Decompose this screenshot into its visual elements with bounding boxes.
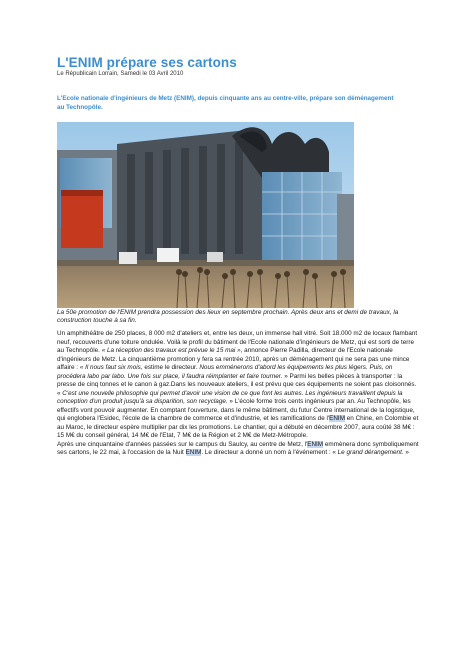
article-source: Le Républicain Lorrain, Samedi le 03 Avril 2010 [57, 71, 184, 77]
highlight-enim: ENIM [185, 449, 202, 456]
photo-caption: La 50e promotion de l'ENIM prendra possession des lieux en septembre prochain. Après deux ans et demi de travaux, la construction touche à sa fin. [57, 309, 399, 325]
body-paragraph: Un amphithéâtre de 250 places, 8 000 m2 d'ateliers et, entre les deux, un immense hall vitré. Soit 18.000 m2 de locaux flambant neuf, recouverts d'une toiture ondulée. Voilà le profil du bâtiment de l'Ecole nationale d'ingénieurs de Metz, qui est sorti de terre au Technopôle. « La réception des travaux est prévue le 15 mai », annonce Pierre Padilla, directeur de l'Ecole nationale d'ingénieurs de Metz. La cinquantième promotion y fera sa rentrée 2010, après un déménagement qui ne sera pas une mince affaire : « Il nous faut six mois, estime le directeur. Nous emménerons d'abord les équipements les plus légers. Puis, on procédera labo par labo. Une fois sur place, il faudra réimplanter et faire tourner. » Parmi les belles pièces à transporter : la presse de cinq tonnes et le canon à gaz.Dans les nouveaux ateliers, il est prévu que ces équipements ne soient pas cloisonnés. « C'est une nouvelle philosophie qui permet d'avoir une vision de ce que font les autres. Les ingénieurs travaillent depuis la conception d'un produit jusqu'à sa disparition, son recyclage. » L'école forme trois cents ingénieurs par an. Au Technopôle, les effectifs vont pouvoir augmenter. En comptant l'ouverture, dans le même bâtiment, du futur Centre international de la logistique, qui englobera l'Esidec, l'école de la chambre de commerce et d'industrie, et les ramifications de l'ENIM en Chine, en Colombie et au Maroc, le directeur espère multiplier par dix les promotions. Le chantier, qui a débuté en décembre 2007, aura coûté 38 M€ : 15 M€ du conseil général, 14 M€ de l'Etat, 7 M€ de la Région et 2 M€ de Metz-Métropole. [57, 330, 419, 439]
highlight-enim: ENIM [307, 440, 324, 448]
article-body [57, 330, 419, 458]
article-lede: L'Ecole nationale d'ingénieurs de Metz (ENIM), depuis cinquante ans au centre-ville, prépare son déménagement au Technopôle. [57, 95, 394, 111]
building-photo [57, 122, 354, 308]
body-paragraph: Après une cinquantaine d'années passées sur le campus du Saulcy, au centre de Metz, l'ENIM emmènera donc symboliquement ses cartons, le 22 mai, à l'occasion de la Nuit ENIM. Le directeur a donné un nom à l'événement : « Le grand dérangement. » [57, 440, 419, 456]
highlight-enim: ENIM [329, 415, 345, 422]
article-title: L'ENIM prépare ses cartons [57, 55, 237, 70]
